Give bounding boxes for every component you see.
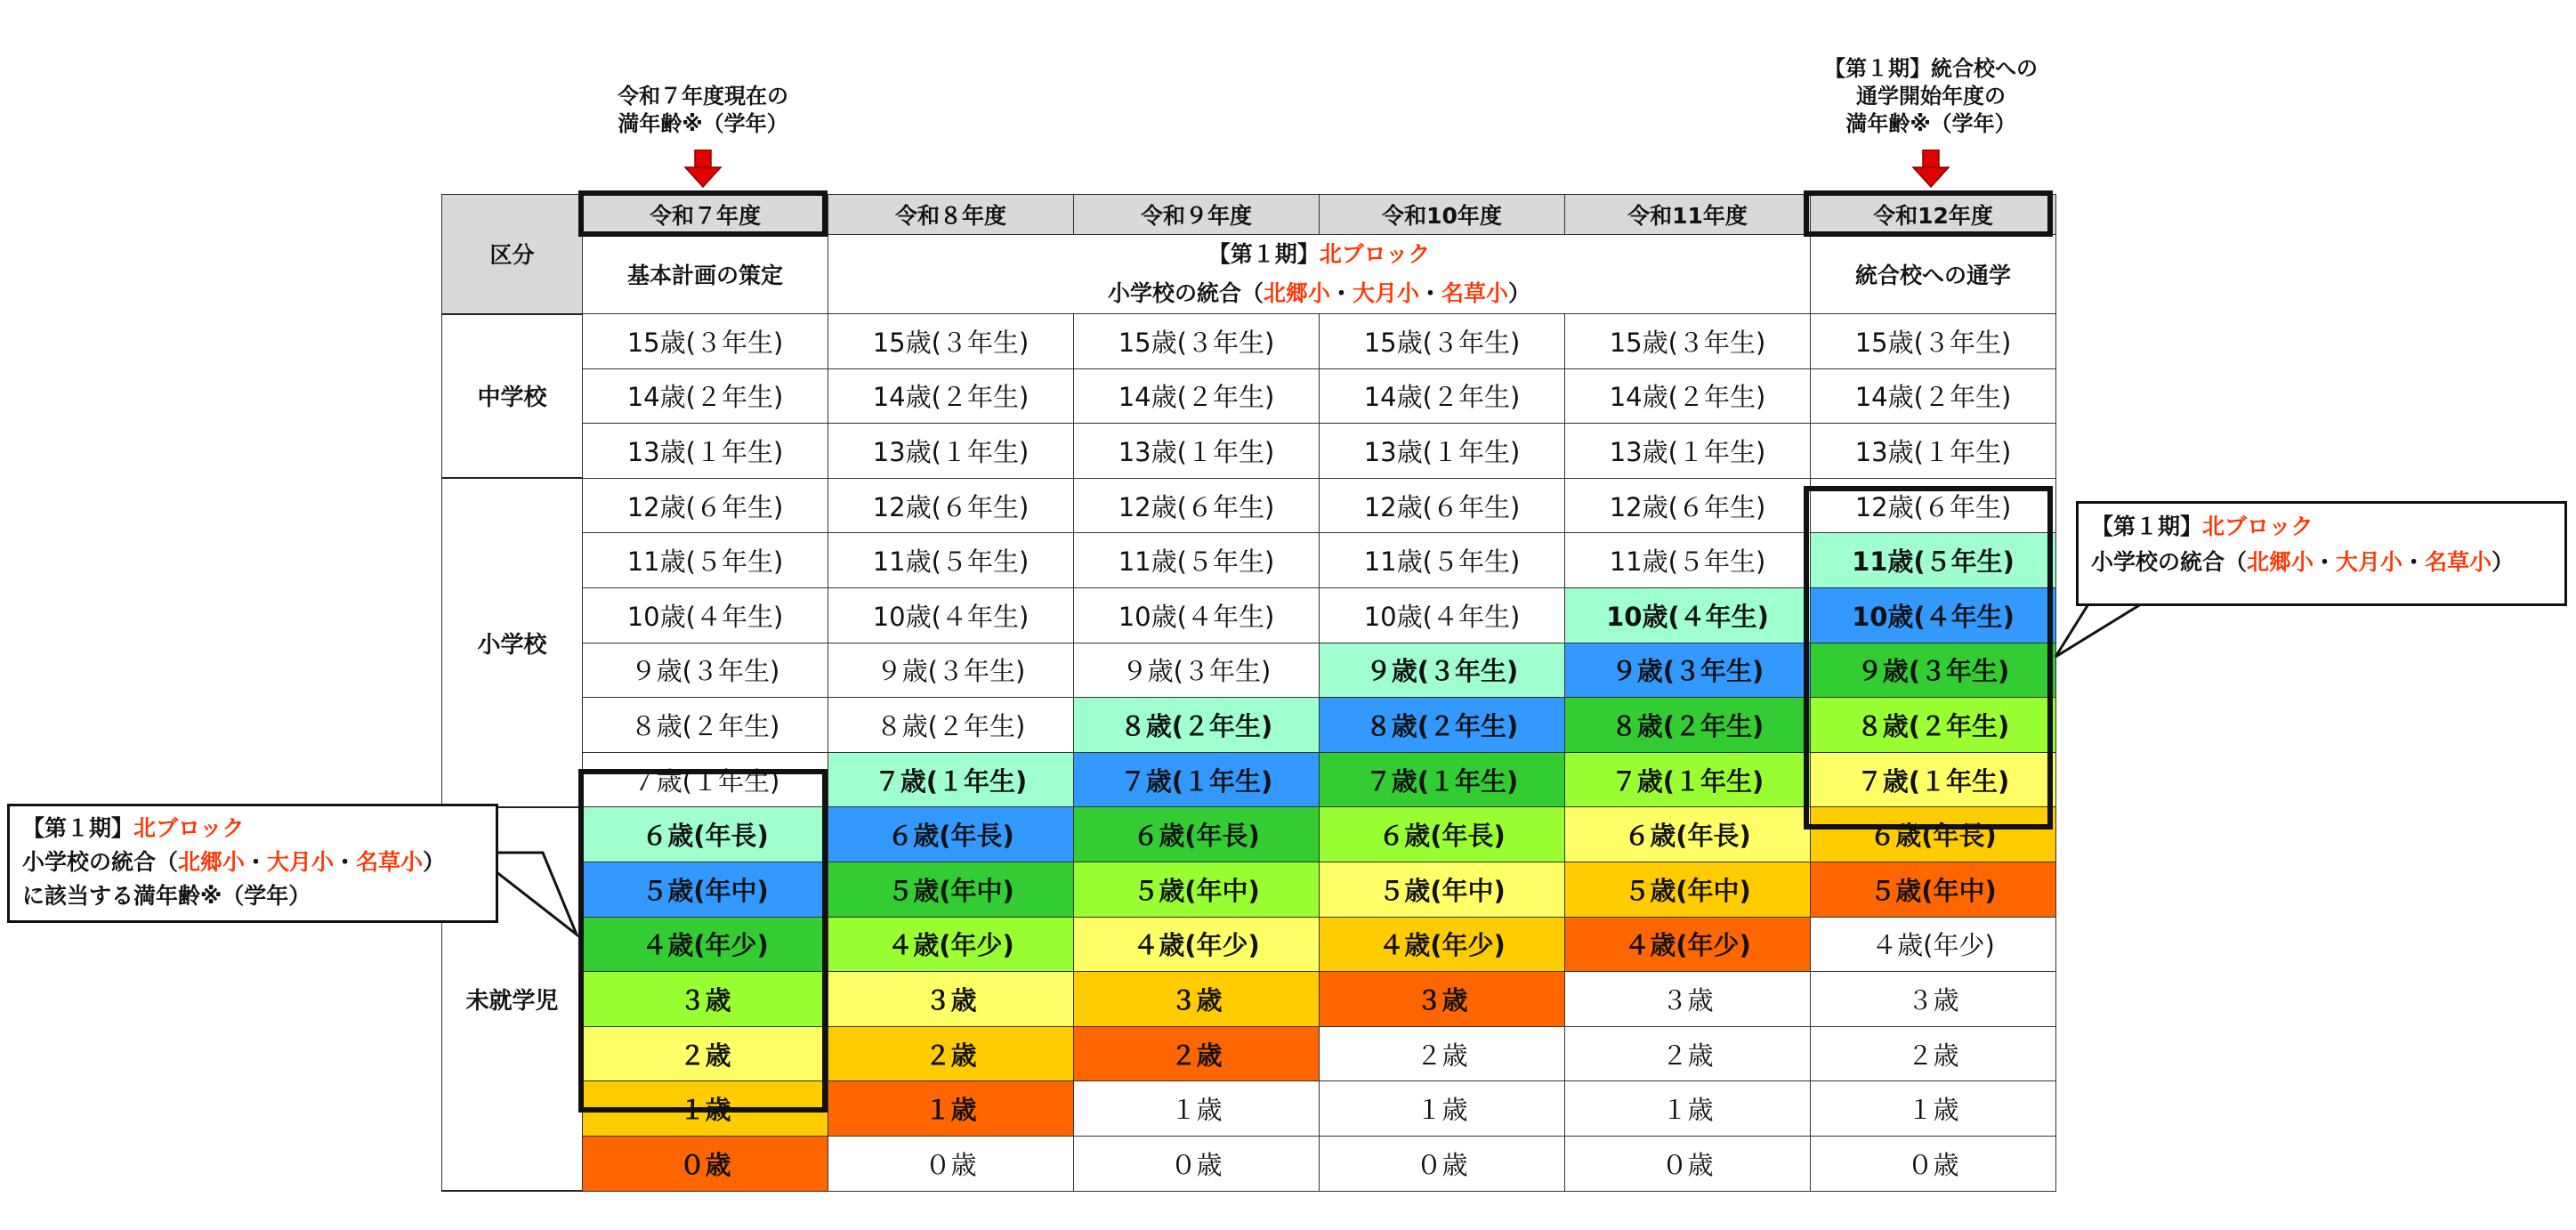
separator: ・ — [2314, 549, 2337, 575]
year-header: 令和10年度 — [1320, 195, 1565, 235]
school-name: 大月小 — [267, 849, 335, 875]
separator: ・ — [1419, 280, 1442, 306]
school-name: 北郷小 — [1263, 280, 1330, 306]
age-cell: 13歳(１年生) — [1565, 424, 1811, 479]
separator: ・ — [1329, 280, 1353, 306]
age-cell: 10歳(４年生) — [1320, 587, 1565, 643]
age-cell: 15歳(３年生) — [1320, 314, 1565, 369]
age-cell: ３歳 — [1565, 972, 1811, 1027]
age-cell: 11歳(５年生) — [828, 533, 1074, 588]
age-row — [442, 587, 2056, 643]
left-callout-box — [7, 804, 498, 923]
age-cell: ８歳(２年生) — [1811, 698, 2056, 753]
age-cell: 10歳(４年生) — [1565, 587, 1811, 643]
age-cell: 10歳(４年生) — [828, 587, 1074, 643]
age-cell: 15歳(３年生) — [1565, 314, 1811, 369]
year-header: 令和12年度 — [1811, 195, 2056, 235]
age-cell: ３歳 — [583, 972, 828, 1027]
age-row — [442, 314, 2056, 369]
age-cell: ６歳(年長) — [1320, 807, 1565, 862]
age-cell: ６歳(年長) — [583, 807, 828, 862]
current-age-note — [578, 83, 828, 138]
age-cell: ５歳(年中) — [1320, 862, 1565, 917]
right-callout-box — [2076, 501, 2567, 606]
current-age-note-line1: 令和７年度現在の — [618, 84, 788, 109]
start-age-note-line2: 通学開始年度の — [1856, 84, 2006, 109]
kubun-header: 区分 — [442, 195, 583, 314]
age-cell: 14歳(２年生) — [1320, 368, 1565, 424]
age-cell: ５歳(年中) — [1565, 862, 1811, 917]
age-cell: 11歳(５年生) — [1074, 533, 1320, 588]
age-cell: 11歳(５年生) — [583, 533, 828, 588]
age-row — [442, 424, 2056, 479]
age-cell: １歳 — [1320, 1081, 1565, 1137]
close-paren: ） — [1508, 280, 1531, 306]
plan-row — [442, 235, 2056, 314]
integration-label: 小学校の統合（ — [22, 849, 179, 875]
school-name: 名草小 — [2425, 549, 2492, 575]
age-cell: 13歳(１年生) — [583, 424, 828, 479]
age-cell: １歳 — [583, 1081, 828, 1137]
age-cell: 13歳(１年生) — [1320, 424, 1565, 479]
age-cell: 12歳(６年生) — [1074, 478, 1320, 533]
age-cell: ０歳 — [1565, 1136, 1811, 1191]
age-row — [442, 972, 2056, 1027]
age-row — [442, 917, 2056, 972]
age-cell: 15歳(３年生) — [1074, 314, 1320, 369]
school-name: 北郷小 — [178, 849, 246, 875]
block-name: 北ブロック — [133, 815, 245, 841]
plan-integration-cell — [828, 235, 1811, 314]
separator: ・ — [334, 849, 357, 875]
age-cell: ０歳 — [583, 1136, 828, 1191]
age-cell: ２歳 — [583, 1026, 828, 1081]
age-cell: ８歳(２年生) — [828, 698, 1074, 753]
age-cell: ５歳(年中) — [1074, 862, 1320, 917]
age-cell: 13歳(１年生) — [1074, 424, 1320, 479]
start-age-note-line3: 満年齢※（学年） — [1845, 111, 2016, 136]
age-cell: 15歳(３年生) — [583, 314, 828, 369]
phase-label: 【第１期】 — [1207, 241, 1320, 267]
separator: ・ — [245, 849, 268, 875]
plan-first-cell: 基本計画の策定 — [583, 235, 828, 314]
age-cell: ０歳 — [1074, 1136, 1320, 1191]
age-cell: 15歳(３年生) — [828, 314, 1074, 369]
block-name: 北ブロック — [2202, 514, 2314, 539]
age-schedule-table — [441, 194, 2056, 1192]
age-cell: ２歳 — [1565, 1026, 1811, 1081]
age-cell: １歳 — [828, 1081, 1074, 1137]
age-cell: ９歳(３年生) — [583, 643, 828, 698]
age-cell: 14歳(２年生) — [583, 368, 828, 424]
age-cell: ９歳(３年生) — [1074, 643, 1320, 698]
age-cell: 12歳(６年生) — [1565, 478, 1811, 533]
age-cell: 12歳(６年生) — [583, 478, 828, 533]
school-name: 大月小 — [2336, 549, 2403, 575]
age-cell: 12歳(６年生) — [828, 478, 1074, 533]
integration-label: 小学校の統合（ — [1107, 280, 1264, 306]
age-cell: 10歳(４年生) — [1811, 587, 2056, 643]
age-cell: 14歳(２年生) — [1811, 368, 2056, 424]
age-cell: ９歳(３年生) — [1811, 643, 2056, 698]
age-cell: ３歳 — [1811, 972, 2056, 1027]
phase-label: 【第１期】 — [2091, 514, 2203, 539]
block-name: 北ブロック — [1319, 241, 1431, 267]
age-row — [442, 1081, 2056, 1137]
age-cell: 10歳(４年生) — [583, 587, 828, 643]
start-age-note-line1: 【第１期】統合校への — [1824, 56, 2038, 81]
age-row — [442, 1136, 2056, 1191]
year-header: 令和９年度 — [1074, 195, 1320, 235]
school-name: 名草小 — [356, 849, 424, 875]
age-row — [442, 533, 2056, 588]
age-cell: 14歳(２年生) — [1074, 368, 1320, 424]
age-cell: ６歳(年長) — [828, 807, 1074, 862]
category-preschool: 未就学児 — [442, 807, 583, 1191]
down-arrow-icon — [683, 150, 723, 189]
age-cell: 13歳(１年生) — [1811, 424, 2056, 479]
age-cell: ６歳(年長) — [1565, 807, 1811, 862]
age-cell: ０歳 — [1811, 1136, 2056, 1191]
year-header: 令和８年度 — [828, 195, 1074, 235]
right-callout-line2 — [2091, 545, 2552, 580]
age-row — [442, 752, 2056, 807]
left-callout-line3: に該当する満年齢※（学年） — [22, 883, 311, 909]
age-cell: ７歳(１年生) — [583, 752, 828, 807]
age-cell: ９歳(３年生) — [1320, 643, 1565, 698]
left-callout-line1 — [22, 812, 483, 846]
category-elementary: 小学校 — [442, 478, 583, 807]
right-callout-line1 — [2091, 509, 2552, 545]
plan-last-cell: 統合校への通学 — [1811, 235, 2056, 314]
age-cell: 12歳(６年生) — [1320, 478, 1565, 533]
age-cell: ５歳(年中) — [828, 862, 1074, 917]
age-cell: ０歳 — [1320, 1136, 1565, 1191]
age-cell: 11歳(５年生) — [1565, 533, 1811, 588]
age-cell: １歳 — [1565, 1081, 1811, 1137]
age-cell: ３歳 — [828, 972, 1074, 1027]
phase-label: 【第１期】 — [22, 815, 134, 841]
age-row — [442, 643, 2056, 698]
age-cell: ２歳 — [1074, 1026, 1320, 1081]
age-cell: 14歳(２年生) — [828, 368, 1074, 424]
age-cell: ２歳 — [828, 1026, 1074, 1081]
year-header: 令和11年度 — [1565, 195, 1811, 235]
age-cell: ７歳(１年生) — [1074, 752, 1320, 807]
separator: ・ — [2402, 549, 2426, 575]
age-cell: ４歳(年少) — [1074, 917, 1320, 972]
age-row — [442, 478, 2056, 533]
year-header-row — [442, 195, 2056, 235]
age-cell: ８歳(２年生) — [1565, 698, 1811, 753]
integration-label: 小学校の統合（ — [2091, 549, 2248, 575]
age-cell: ０歳 — [828, 1136, 1074, 1191]
age-cell: ９歳(３年生) — [1565, 643, 1811, 698]
age-cell: ７歳(１年生) — [1565, 752, 1811, 807]
age-cell: 11歳(５年生) — [1320, 533, 1565, 588]
age-row — [442, 807, 2056, 862]
school-name: 名草小 — [1441, 280, 1509, 306]
age-cell: ４歳(年少) — [583, 917, 828, 972]
age-row — [442, 698, 2056, 753]
age-cell: ２歳 — [1811, 1026, 2056, 1081]
age-cell: ４歳(年少) — [828, 917, 1074, 972]
age-cell: ８歳(２年生) — [583, 698, 828, 753]
category-junior-high: 中学校 — [442, 314, 583, 479]
age-cell: ５歳(年中) — [583, 862, 828, 917]
age-cell: ８歳(２年生) — [1074, 698, 1320, 753]
age-cell: ４歳(年少) — [1320, 917, 1565, 972]
age-cell: ７歳(１年生) — [1811, 752, 2056, 807]
close-paren: ） — [423, 849, 446, 875]
age-cell: ８歳(２年生) — [1320, 698, 1565, 753]
left-callout-line2 — [22, 846, 483, 879]
age-row — [442, 368, 2056, 424]
age-cell: ５歳(年中) — [1811, 862, 2056, 917]
age-row — [442, 1026, 2056, 1081]
age-cell: 12歳(６年生) — [1811, 478, 2056, 533]
current-age-note-line2: 満年齢※（学年） — [618, 111, 788, 136]
down-arrow-icon — [1911, 150, 1950, 189]
age-cell: ３歳 — [1320, 972, 1565, 1027]
school-name: 北郷小 — [2247, 549, 2314, 575]
age-cell: 15歳(３年生) — [1811, 314, 2056, 369]
age-cell: １歳 — [1074, 1081, 1320, 1137]
age-cell: ９歳(３年生) — [828, 643, 1074, 698]
age-cell: ６歳(年長) — [1811, 807, 2056, 862]
age-cell: 13歳(１年生) — [828, 424, 1074, 479]
age-cell: 11歳(５年生) — [1811, 533, 2056, 588]
plan-integration-line1 — [828, 235, 1810, 274]
start-age-note — [1797, 55, 2064, 138]
age-cell: ４歳(年少) — [1811, 917, 2056, 972]
age-cell: ２歳 — [1320, 1026, 1565, 1081]
year-header: 令和７年度 — [583, 195, 828, 235]
age-cell: ４歳(年少) — [1565, 917, 1811, 972]
age-cell: １歳 — [1811, 1081, 2056, 1137]
plan-integration-line2 — [828, 274, 1810, 313]
age-cell: ７歳(１年生) — [1320, 752, 1565, 807]
age-cell: ３歳 — [1074, 972, 1320, 1027]
school-name: 大月小 — [1352, 280, 1419, 306]
age-cell: ６歳(年長) — [1074, 807, 1320, 862]
age-row — [442, 862, 2056, 917]
age-cell: ７歳(１年生) — [828, 752, 1074, 807]
age-cell: 10歳(４年生) — [1074, 587, 1320, 643]
close-paren: ） — [2491, 549, 2515, 575]
age-cell: 14歳(２年生) — [1565, 368, 1811, 424]
